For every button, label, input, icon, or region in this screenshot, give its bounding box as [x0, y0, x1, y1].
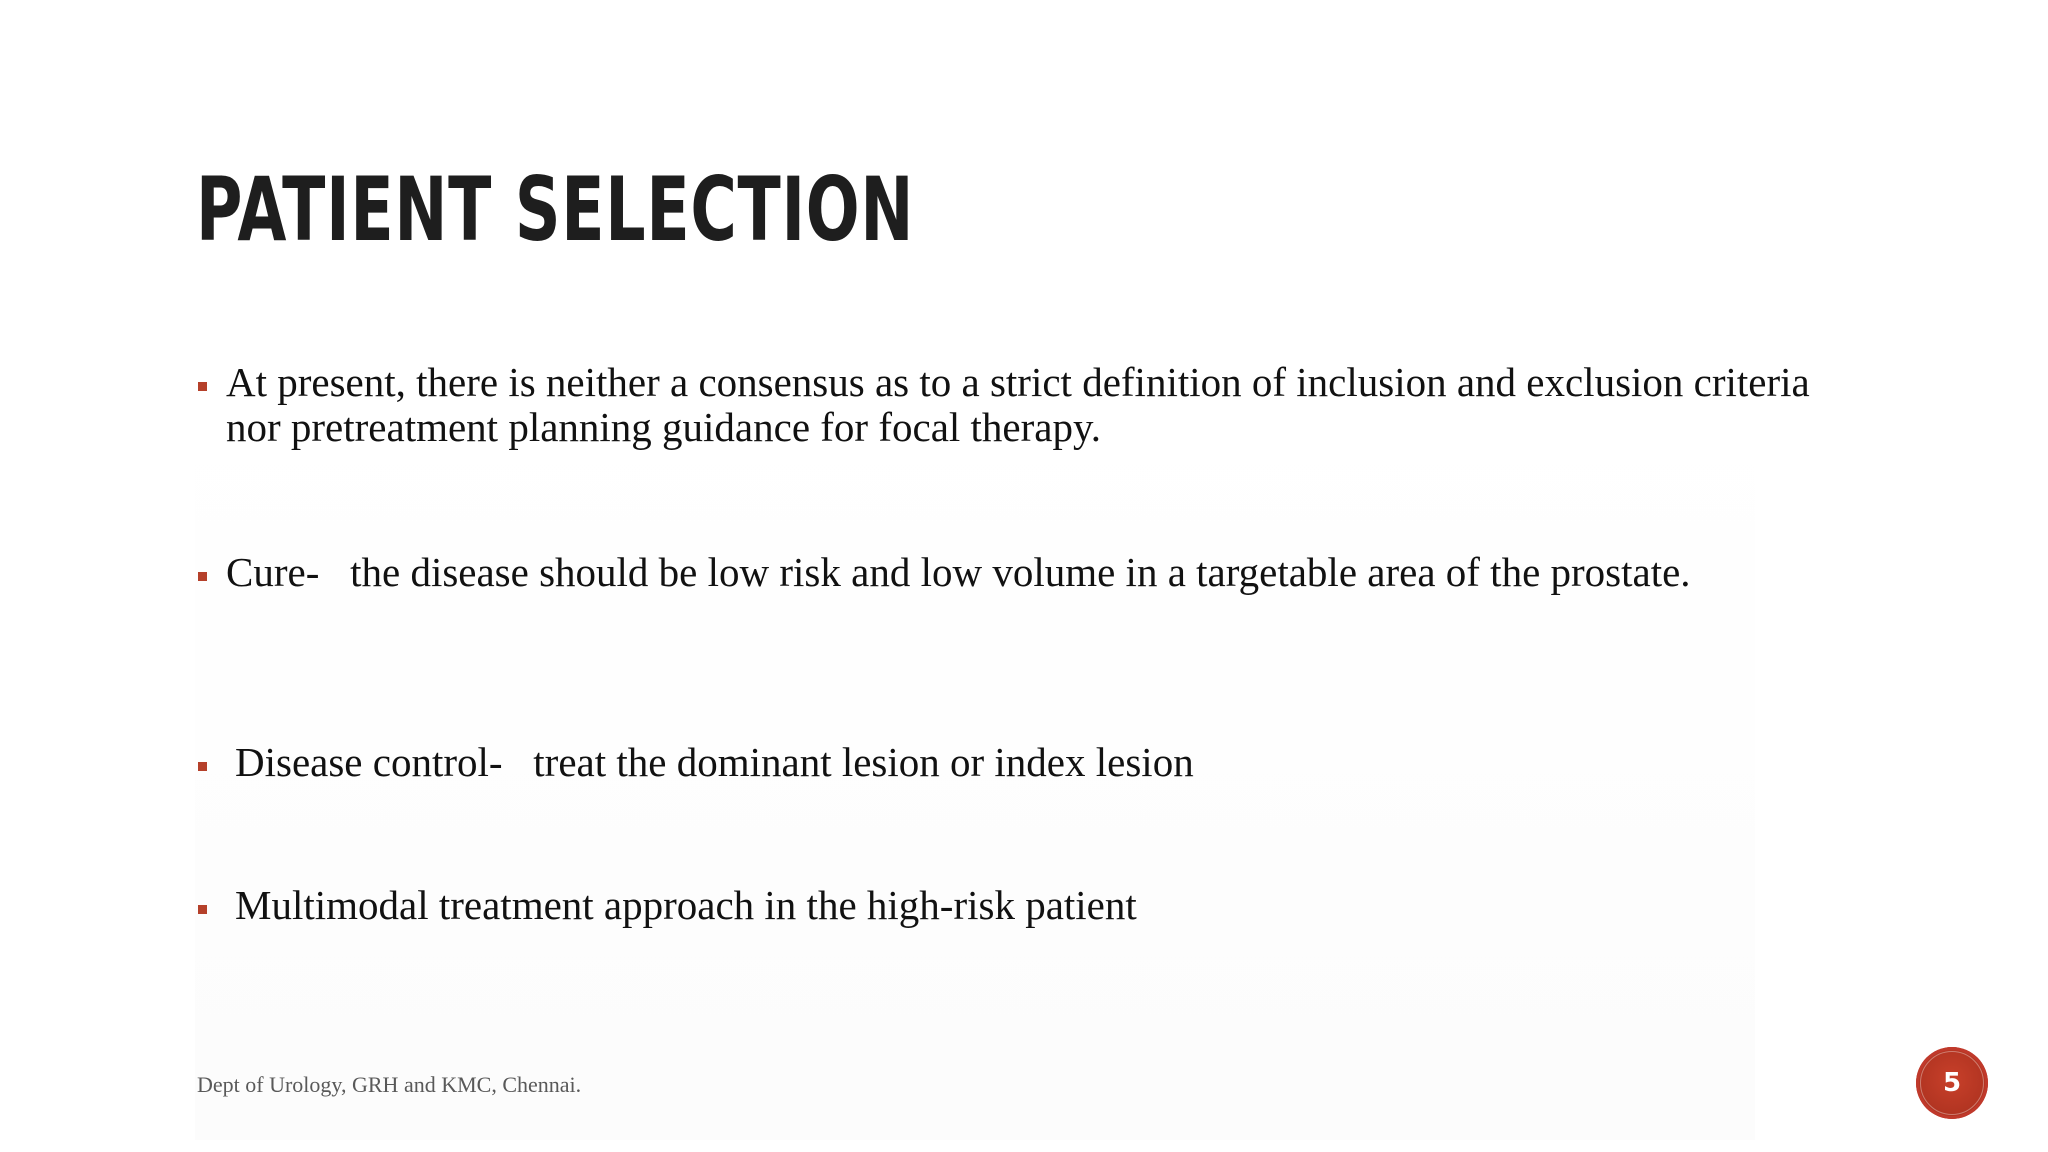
- bullet-text: Multimodal treatment approach in the high-risk patient: [235, 882, 1137, 928]
- square-bullet-icon: [198, 762, 207, 771]
- square-bullet-icon: [198, 382, 207, 391]
- square-bullet-icon: [198, 572, 207, 581]
- slide-footer: Dept of Urology, GRH and KMC, Chennai.: [197, 1072, 582, 1097]
- bullet-text: At present, there is neither a consensus as to a strict definition of inclusion and exclusion criteria nor pretreatment planning guidance for focal therapy.: [226, 359, 1820, 450]
- slide-title: PATIENT SELECTION: [196, 158, 915, 261]
- page-number: 5: [1942, 1068, 1962, 1098]
- bullet-text: Cure- the disease should be low risk and low volume in a targetable area of the prostate.: [226, 549, 1691, 595]
- page-number-badge: [1916, 1047, 1988, 1119]
- square-bullet-icon: [198, 905, 207, 914]
- bullet-text: Disease control- treat the dominant lesion or index lesion: [235, 739, 1194, 785]
